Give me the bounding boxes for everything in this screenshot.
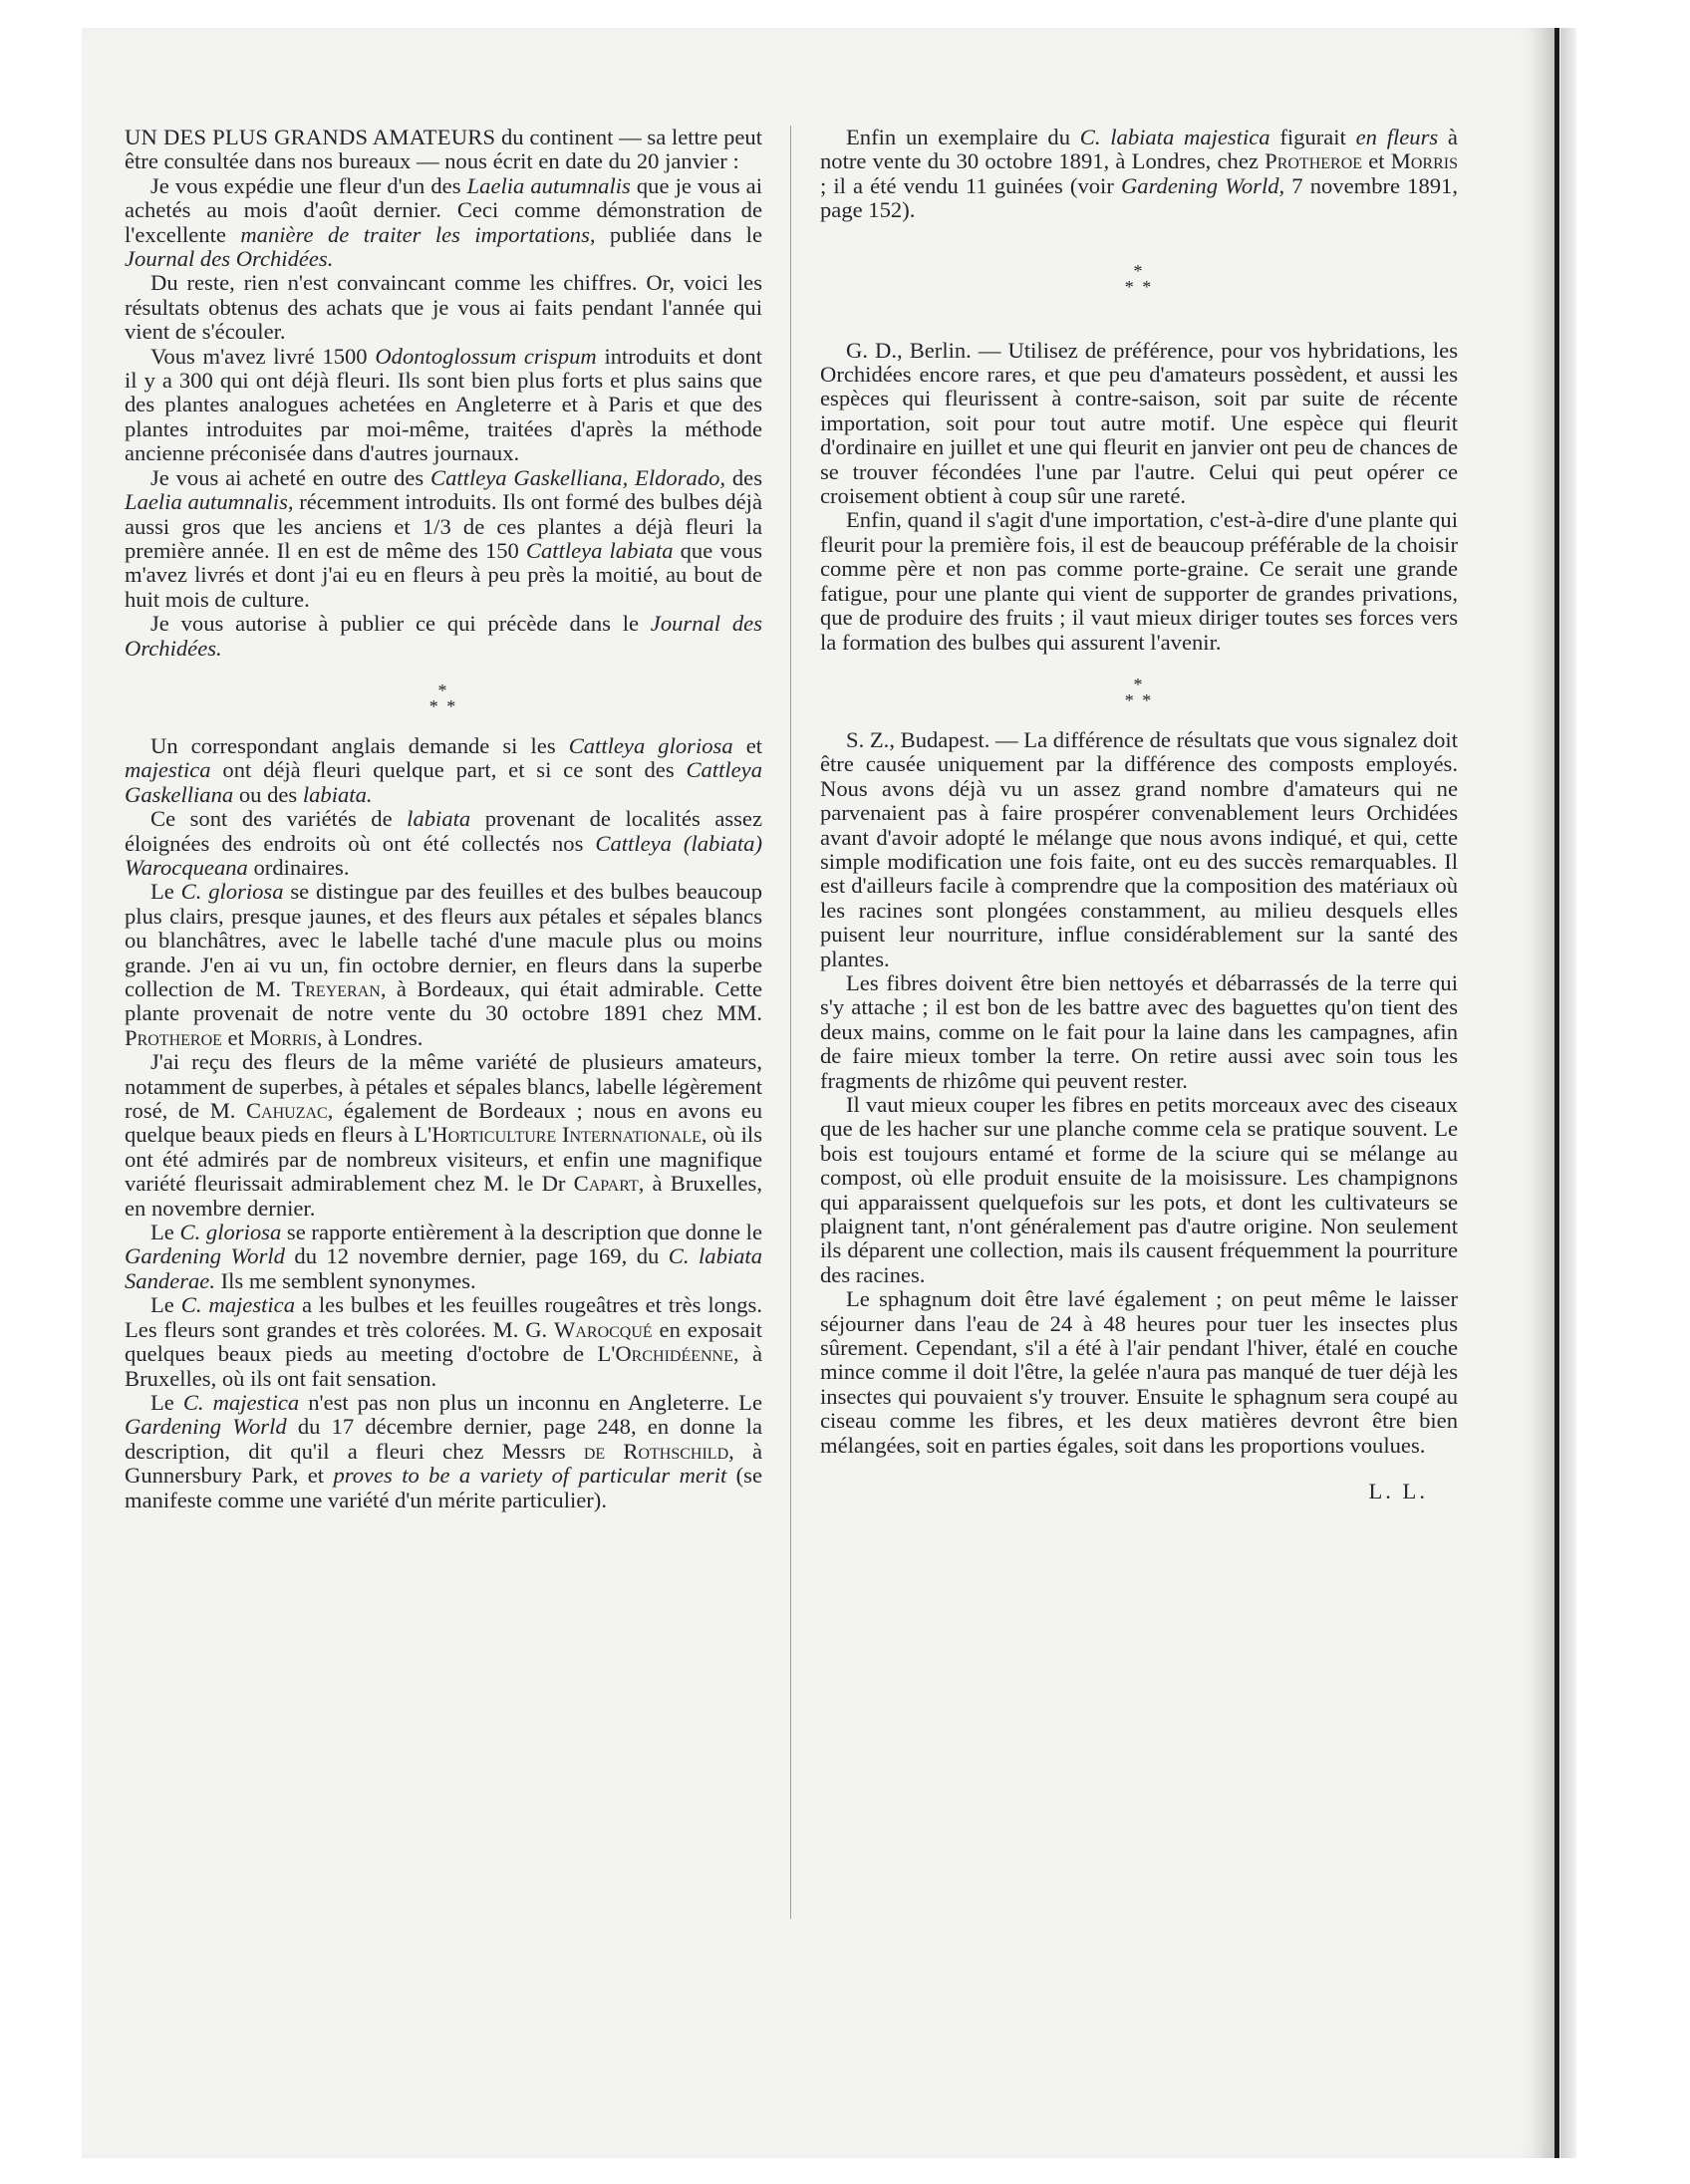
paragraph: Le C. majestica n'est pas non plus un inconnu en Angleterre. Le Gardening World du 17 décembre dernier, page 248, en donne la description, dit qu'il a fleuri chez Messrs de Rothschild, à Gunnersbury Park, et proves to be a variety of particular merit (se manifeste comme une variété d'un mérite particulier). [125, 1389, 762, 1512]
paragraph: Je vous expédie une fleur d'un des Laelia autumnalis que je vous ai achetés au mois d'août dernier. Ceci comme démonstration de l'excellente manière de traiter les importations, publiée dans le Journal des Orchidées. [125, 172, 762, 272]
paragraph: Enfin, quand il s'agit d'une importation, c'est-à-dire d'une plante qui fleurit pour la première fois, il est de beaucoup préférable de la choisir comme père et non pas comme porte-graine. Ce serait une grande fatigue, pour une plante qui vient de supporter de grandes privations, que de produire des fruits ; il vaut mieux diriger toutes ses forces vers la formation des bulbes qui assurent l'avenir. [820, 507, 1458, 655]
paragraph: Je vous autorise à publier ce qui précède dans le Journal des Orchidées. [125, 611, 762, 661]
paragraph: Le C. gloriosa se rapporte entièrement à la description que donne le Gardening World du 12 novembre dernier, page 169, du C. labiata Sanderae. Ils me semblent synonymes. [125, 1220, 763, 1293]
section-separator: * * * [1124, 674, 1154, 710]
signature: L. L. [1368, 1479, 1428, 1504]
paragraph: Ce sont des variétés de labiata provenant de localités assez éloignées des endroits où ont été collectés nos Cattleya (labiata) Warocqueana ordinaires. [125, 806, 762, 880]
section-separator: * * * [1124, 260, 1154, 297]
lead-heading: UN DES PLUS GRANDS AMATEURS [125, 125, 496, 149]
paragraph: J'ai reçu des fleurs de la même variété de plusieurs amateurs, notamment de superbes, à pétales et sépales blancs, labelle légèrement rosé, de M. Cahuzac, également de Bordeaux ; nous en avons eu quelque beaux pieds en fleurs à L'Horticulture Internationale, où ils ont été admirés par de nombreux visiteurs, et enfin une magnifique variété fleurissait admirablement chez M. le Dr Capart, à Bruxelles, en novembre dernier. [125, 1049, 763, 1221]
column-divider [790, 126, 791, 1919]
paragraph: Un correspondant anglais demande si les Cattleya gloriosa et majestica ont déjà fleuri quelque part, et si ce sont des Cattleya Gaskelliana ou des labiata. [125, 732, 763, 807]
section-separator: * * * [428, 680, 458, 716]
paragraph-intro: UN DES PLUS GRANDS AMATEURS du continent — sa lettre peut être consultée dans nos bureaux — nous écrit en date du 20 janvier : [125, 125, 762, 174]
paragraph: Il vaut mieux couper les fibres en petits morceaux avec des ciseaux que de les hacher sur une planche comme cela se pratique souvent. Le bois est toujours entamé et forme de la sciure qui se mélange au compost, où elle produit ensuite de la moisissure. Les champignons qui apparaissent quelquefois sur les pots, et dont les cultivateurs se plaignent tant, n'ont généralement pas d'autre origine. Non seulement ils déparent une collection, mais ils causent fréquemment la pourriture des racines. [820, 1092, 1458, 1287]
paragraph: Le C. majestica a les bulbes et les feuilles rougeâtres et très longs. Les fleurs sont grandes et très colorées. M. G. Warocqué en exposait quelques beaux pieds au meeting d'octobre de L'Orchidéenne, à Bruxelles, où ils ont fait sensation. [125, 1292, 762, 1391]
left-column [125, 126, 762, 1512]
page-edge [1560, 28, 1576, 2158]
paragraph: Le sphagnum doit être lavé également ; on peut même le laisser séjourner dans l'eau de 24 à 48 heures pour tuer les insectes plus sûrement. Cependant, s'il a été à l'air pendant l'hiver, étalé en couche mince comme il doit l'être, la gelée n'aura pas manqué de tuer déjà les insectes qui pouvaient s'y trouver. Ensuite le sphagnum sera coupé au ciseau comme les fibres, et les deux matières devront être bien mélangées, soit en parties égales, soit dans les proportions voulues. [820, 1286, 1458, 1458]
paragraph: Je vous ai acheté en outre des Cattleya Gaskelliana, Eldorado, des Laelia autumnalis, récemment introduits. Ils ont formé des bulbes déjà aussi gros que les anciens et 1/3 de ces plantes a déjà fleuri la première année. Il en est de même des 150 Cattleya labiata que vous m'avez livrés et dont j'ai eu en fleurs à peu près la moitié, au bout de huit mois de culture. [125, 464, 762, 612]
paragraph: Enfin un exemplaire du C. labiata majestica figurait en fleurs à notre vente du 30 octobre 1891, à Londres, chez Protheroe et Morris ; il a été vendu 11 guinées (voir Gardening World, 7 novembre 1891, page 152). [820, 125, 1458, 223]
paragraph: Le C. gloriosa se distingue par des feuilles et des bulbes beaucoup plus clairs, presque jaunes, et des fleurs aux pétales et sépales blancs ou blanchâtres, avec le labelle taché d'une macule plus ou moins grande. J'en ai vu un, fin octobre dernier, en fleurs dans la superbe collection de M. Treyeran, à Bordeaux, qui était admirable. Cette plante provenait de notre vente du 30 octobre 1891 chez MM. Protheroe et Morris, à Londres. [125, 879, 762, 1050]
paragraph: Les fibres doivent être bien nettoyés et débarrassés de la terre qui s'y attache ; il est bon de les battre avec des baguettes qu'on tient des deux mains, comme on le fait pour la laine dans les campagnes, afin de faire mieux tomber la terre. On retire aussi avec soin tous les fragments de rhizôme qui peuvent rester. [820, 969, 1458, 1093]
right-column [820, 126, 1458, 1504]
paragraph-reply-budapest: S. Z., Budapest. — La différence de résultats que vous signalez doit être causée uniquement par la différence des composts employés. Nous avons déjà vu un assez grand nombre d'amateurs qui ne parvenaient pas à faire prospérer convenablement leurs Orchidées avant d'avoir adopté le mélange que nous avons indiqué, et qui, cette simple modification une fois faite, ont eu des succès remarquables. Il est d'ailleurs facile à comprendre que la composition des matériaux où les racines sont plongées constamment, au milieu desquels elles puisent leur nourriture, influe considérablement sur la santé des plantes. [820, 726, 1458, 971]
paragraph: Du reste, rien n'est convaincant comme les chiffres. Or, voici les résultats obtenus des achats que je vous ai faits pendant l'année qui vient de s'écouler. [125, 270, 762, 345]
paragraph: Vous m'avez livré 1500 Odontoglossum crispum introduits et dont il y a 300 qui ont déjà fleuri. Ils sont bien plus forts et plus sains que des plantes analogues achetées en Angleterre et à Paris et que des plantes introduites par moi-même, traitées d'après la méthode ancienne préconisée dans d'autres journaux. [125, 343, 762, 466]
paragraph-reply-berlin: G. D., Berlin. — Utilisez de préférence, pour vos hybridations, les Orchidées encore rares, et que peu d'amateurs possèdent, et aussi les espèces qui fleurissent à contre-saison, soit par suite de récente importation, soit pour tout autre motif. Une espèce qui fleurit d'ordinaire en juillet et une qui fleurit en janvier ont peu de chances de se trouver fécondées l'une par l'autre. Celui qui peut opérer ce croisement obtient à coup sûr une rareté. [820, 337, 1458, 509]
